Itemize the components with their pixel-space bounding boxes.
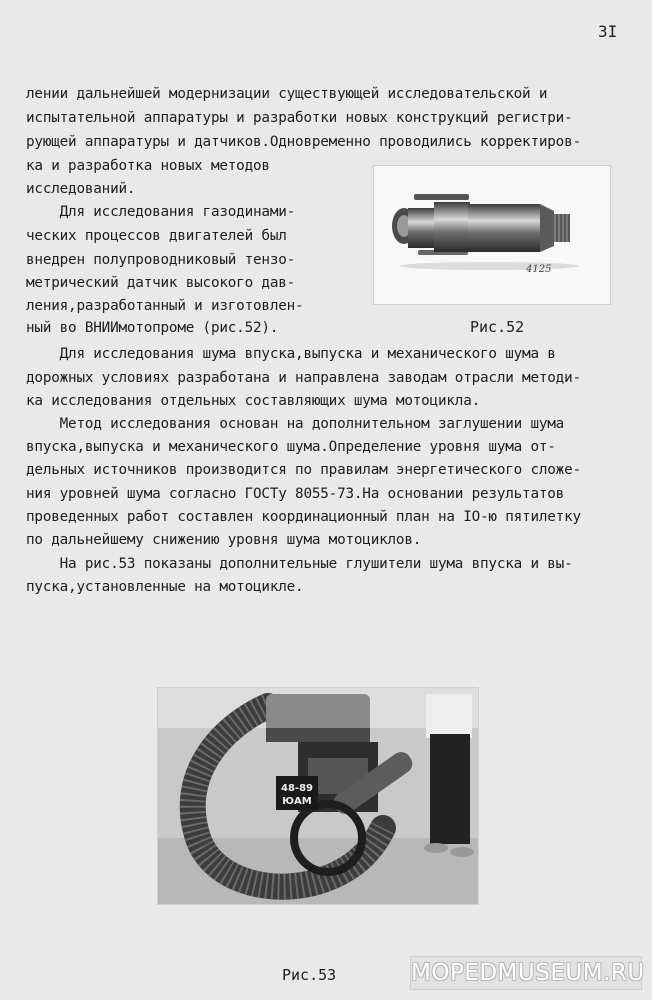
text-line: испытательной аппаратуры и разработки новых конструкций регистри- bbox=[26, 110, 573, 126]
text-line: ческих процессов двигателей был bbox=[26, 228, 287, 244]
text-line: исследований. bbox=[26, 181, 136, 197]
text-line: ления,разработанный и изготовлен- bbox=[26, 298, 304, 314]
text-line: дельных источников производится по правилам энергетического сложе- bbox=[26, 462, 581, 478]
pressure-sensor-image bbox=[374, 166, 610, 304]
text-line: На рис.53 показаны дополнительные глушители шума впуска и вы- bbox=[26, 556, 573, 572]
text-line: ка исследования отдельных составляющих шума мотоцикла. bbox=[26, 393, 481, 409]
sensor-photo bbox=[374, 166, 610, 304]
text-line: дорожных условиях разработана и направлена заводам отрасли методи- bbox=[26, 370, 581, 386]
text-line: Для исследования шума впуска,выпуска и механического шума в bbox=[26, 346, 556, 362]
text-line: ния уровней шума согласно ГОСТу 8055-73.На основании результатов bbox=[26, 486, 565, 502]
motorcycle-photo bbox=[158, 688, 478, 904]
plate-line-1: 48-89 bbox=[281, 783, 313, 794]
text-line: рующей аппаратуры и датчиков.Одновременно проводились корректиров- bbox=[26, 134, 581, 150]
text-line: впуска,выпуска и механического шума.Определение уровня шума от- bbox=[26, 439, 556, 455]
motorcycle-image bbox=[158, 688, 478, 904]
text-line: лении дальнейшей модернизации существующей исследовательской и bbox=[26, 86, 548, 102]
figure-53-caption: Рис.53 bbox=[282, 966, 337, 984]
text-line: метрический датчик высокого дав- bbox=[26, 275, 296, 291]
text-line: внедрен полупроводниковый тензо- bbox=[26, 252, 296, 268]
text-line: по дальнейшему снижению уровня шума мотоциклов. bbox=[26, 532, 422, 548]
page-number: 3I bbox=[598, 22, 618, 41]
text-line: ка и разработка новых методов bbox=[26, 158, 270, 174]
text-line: Для исследования газодинами- bbox=[26, 204, 296, 220]
plate-line-2: ЮАМ bbox=[282, 796, 312, 807]
text-line: проведенных работ составлен координационный план на IO-ю пятилетку bbox=[26, 509, 581, 525]
text-line: пуска,установленные на мотоцикле. bbox=[26, 579, 304, 595]
figure-52-caption: Рис.52 bbox=[470, 318, 525, 336]
text-line: Метод исследования основан на дополнительном заглушении шума bbox=[26, 416, 565, 432]
text-line: ный во ВНИИмотопроме (рис.52). bbox=[26, 320, 279, 336]
photo-handwritten-mark: 4125 bbox=[526, 264, 552, 275]
watermark: MOPEDMUSEUM.RU bbox=[410, 956, 642, 990]
